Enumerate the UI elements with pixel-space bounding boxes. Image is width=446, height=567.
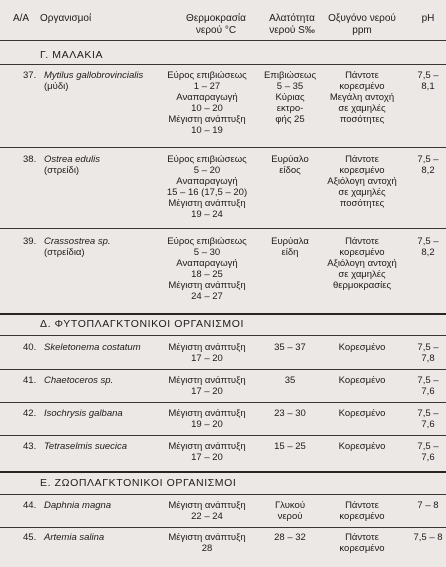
ph-value: 7,5 – 8,2	[417, 236, 439, 258]
oxygen-cell	[318, 500, 406, 522]
temperature-cell	[158, 236, 256, 302]
header-aa: Α/Α	[12, 13, 30, 24]
organism-cell	[44, 154, 152, 176]
salinity-line: Επιβιώσεως	[263, 70, 317, 81]
salinity-cell	[262, 441, 318, 452]
section-title: Ε. ΖΩΟΠΛΑΓΚΤΟΝΙΚΟΙ ΟΡΓΑΝΙΣΜΟΙ	[40, 477, 237, 489]
header-temperature	[168, 13, 264, 37]
oxygen-line: κορεσμένο	[339, 247, 385, 258]
organism-common-name: (στρείδι)	[44, 165, 80, 176]
row-rule	[0, 527, 446, 528]
salinity-line: 15 – 25	[274, 441, 306, 452]
oxygen-line: ποσότητες	[339, 114, 385, 125]
temperature-line: 5 – 30	[193, 247, 221, 258]
temperature-line: Μέγιστη ανάπτυξη	[168, 500, 246, 511]
header-salinity	[262, 13, 322, 37]
ph-value: 7,5 – 7,6	[417, 375, 439, 397]
row-number: 37.	[23, 70, 37, 81]
oxygen-line: Πάντοτε	[345, 154, 379, 165]
header-organisms: Οργανισμοί	[40, 13, 92, 24]
salinity-line: 28 – 32	[274, 532, 306, 543]
header-oxygen-line1: Οξυγόνο νερού	[328, 13, 396, 24]
temperature-line: Μέγιστη ανάπτυξη	[168, 375, 246, 386]
temperature-line: 10 – 19	[191, 125, 223, 136]
oxygen-line: Αξιόλογη αντοχή	[327, 176, 397, 187]
salinity-cell	[262, 154, 318, 176]
temperature-line: 19 – 20	[191, 419, 223, 430]
temperature-line: Αναπαραγωγή	[176, 176, 238, 187]
oxygen-cell	[318, 441, 406, 452]
header-temperature-line1: Θερμοκρασία	[186, 13, 246, 24]
salinity-line: 5 – 35	[276, 81, 304, 92]
oxygen-line: κορεσμένο	[339, 165, 385, 176]
section-title: Δ. ΦΥΤΟΠΛΑΓΚΤΟΝΙΚΟΙ ΟΡΓΑΝΙΣΜΟΙ	[40, 318, 245, 330]
ph-value: 7,5 – 7,8	[417, 342, 439, 364]
temperature-cell	[158, 375, 256, 397]
temperature-cell	[158, 154, 256, 220]
organism-latin-name: Crassostrea sp.	[44, 236, 111, 247]
header-salinity-line2: νερού S‰	[269, 25, 315, 36]
oxygen-line: Πάντοτε	[345, 70, 379, 81]
salinity-line: 23 – 30	[274, 408, 306, 419]
salinity-cell	[262, 342, 318, 353]
temperature-line: Εύρος επιβιώσεως	[167, 154, 247, 165]
header-temperature-line2: νερού °C	[195, 25, 237, 36]
temperature-line: 5 – 20	[193, 165, 221, 176]
oxygen-line: Κορεσμένο	[338, 375, 386, 386]
oxygen-line: Πάντοτε	[345, 532, 379, 543]
salinity-cell	[262, 532, 318, 543]
row-number: 38.	[23, 154, 37, 165]
organism-latin-name: Daphnia magna	[44, 500, 112, 511]
ph-value: 7,5 – 8	[413, 532, 443, 543]
temperature-line: 17 – 20	[191, 452, 223, 463]
organism-cell	[44, 342, 152, 353]
header-oxygen	[320, 13, 404, 37]
temperature-line: Μέγιστη ανάπτυξη	[168, 342, 246, 353]
temperature-cell	[158, 441, 256, 463]
oxygen-line: Πάντοτε	[345, 500, 379, 511]
oxygen-cell	[318, 236, 406, 291]
salinity-cell	[262, 375, 318, 386]
temperature-line: Μέγιστη ανάπτυξη	[168, 114, 246, 125]
section-end-rule	[0, 313, 446, 315]
row-number: 43.	[23, 441, 37, 452]
row-rule	[0, 402, 446, 403]
salinity-line: Γλυκού νερού	[274, 500, 306, 522]
temperature-cell	[158, 342, 256, 364]
organism-common-name: (μύδι)	[44, 81, 69, 92]
oxygen-line: σε χαμηλές	[338, 187, 386, 198]
ph-value: 7,5 – 7,6	[417, 441, 439, 463]
ph-value: 7,5 – 8,1	[417, 70, 439, 92]
header-ph: pH	[421, 13, 435, 24]
temperature-line: 10 – 20	[191, 103, 223, 114]
organism-latin-name: Artemia salina	[44, 532, 105, 543]
row-rule	[0, 369, 446, 370]
organism-latin-name: Ostrea edulis	[44, 154, 100, 165]
temperature-cell	[158, 500, 256, 522]
oxygen-line: Κορεσμένο	[338, 408, 386, 419]
ph-value: 7 – 8	[417, 500, 439, 511]
temperature-line: 28	[201, 543, 213, 554]
oxygen-line: κορεσμένο	[339, 81, 385, 92]
organism-latin-name: Skeletonema costatum	[44, 342, 141, 353]
salinity-line: 35	[284, 375, 296, 386]
temperature-line: Μέγιστη ανάπτυξη	[168, 408, 246, 419]
organism-latin-name: Chaetoceros sp.	[44, 375, 114, 386]
header-rule	[0, 40, 446, 41]
organism-latin-name: Tetraselmis suecica	[44, 441, 128, 452]
oxygen-cell	[318, 154, 406, 209]
temperature-line: 1 – 27	[193, 81, 221, 92]
temperature-line: Αναπαραγωγή	[176, 92, 238, 103]
oxygen-line: σε χαμηλές	[338, 269, 386, 280]
salinity-cell	[262, 70, 318, 125]
temperature-line: Εύρος επιβιώσεως	[167, 236, 247, 247]
salinity-cell	[262, 408, 318, 419]
ph-value: 7,5 – 8,2	[417, 154, 439, 176]
temperature-cell	[158, 532, 256, 554]
row-number: 42.	[23, 408, 37, 419]
organism-cell	[44, 408, 152, 419]
section-title: Γ. ΜΑΛΑΚΙΑ	[40, 49, 104, 61]
salinity-line: Ευρύαλα είδη	[271, 236, 309, 258]
salinity-line: 35 – 37	[274, 342, 306, 353]
oxygen-line: Κορεσμένο	[338, 441, 386, 452]
organism-common-name: (στρείδια)	[44, 247, 85, 258]
organism-cell	[44, 236, 152, 258]
temperature-cell	[158, 408, 256, 430]
oxygen-line: κορεσμένο	[339, 511, 385, 522]
row-number: 39.	[23, 236, 37, 247]
temperature-line: 24 – 27	[191, 291, 223, 302]
section-rule	[0, 64, 446, 65]
temperature-line: 17 – 20	[191, 353, 223, 364]
oxygen-line: Κορεσμένο	[338, 342, 386, 353]
oxygen-cell	[318, 70, 406, 125]
temperature-line: 22 – 24	[191, 511, 223, 522]
row-rule	[0, 435, 446, 436]
salinity-line: Ευρύαλο είδος	[271, 154, 309, 176]
row-number: 45.	[23, 532, 37, 543]
header-salinity-line1: Αλατότητα	[269, 13, 315, 24]
ph-value: 7,5 – 7,6	[417, 408, 439, 430]
temperature-cell	[158, 70, 256, 136]
organism-cell	[44, 70, 152, 92]
temperature-line: Εύρος επιβιώσεως	[167, 70, 247, 81]
temperature-line: Μέγιστη ανάπτυξη	[168, 198, 246, 209]
organism-latin-name: Isochrysis galbana	[44, 408, 123, 419]
header-oxygen-line2: ppm	[352, 25, 372, 36]
temperature-line: Μέγιστη ανάπτυξη	[168, 280, 246, 291]
oxygen-line: θερμοκρασίες	[332, 280, 392, 291]
temperature-line: Αναπαραγωγή	[176, 258, 238, 269]
oxygen-cell	[318, 375, 406, 386]
temperature-line: 19 – 24	[191, 209, 223, 220]
row-number: 40.	[23, 342, 37, 353]
temperature-line: Μέγιστη ανάπτυξη	[168, 441, 246, 452]
oxygen-cell	[318, 532, 406, 554]
oxygen-line: Αξιόλογη αντοχή	[327, 258, 397, 269]
row-number: 41.	[23, 375, 37, 386]
row-rule	[0, 147, 446, 148]
oxygen-cell	[318, 342, 406, 353]
salinity-line: Κύριας εκτρο-	[275, 92, 305, 114]
temperature-line: 18 – 25	[191, 269, 223, 280]
oxygen-cell	[318, 408, 406, 419]
section-rule	[0, 335, 446, 336]
temperature-line: 15 – 16 (17,5 – 20)	[166, 187, 248, 198]
oxygen-line: ποσότητες	[339, 198, 385, 209]
organism-latin-name: Mytilus gallobrovincialis	[44, 70, 144, 81]
oxygen-line: Πάντοτε	[345, 236, 379, 247]
section-rule	[0, 494, 446, 495]
salinity-line: φής 25	[275, 114, 305, 125]
temperature-line: Μέγιστη ανάπτυξη	[168, 532, 246, 543]
organism-cell	[44, 500, 152, 511]
temperature-line: 17 – 20	[191, 386, 223, 397]
organism-cell	[44, 441, 152, 452]
section-end-rule	[0, 471, 446, 473]
row-number: 44.	[23, 500, 37, 511]
organism-cell	[44, 375, 152, 386]
oxygen-line: κορεσμένο	[339, 543, 385, 554]
salinity-cell	[262, 500, 318, 522]
row-rule	[0, 228, 446, 229]
salinity-cell	[262, 236, 318, 258]
oxygen-line: σε χαμηλές	[338, 103, 386, 114]
oxygen-line: Μεγάλη αντοχή	[329, 92, 395, 103]
organism-cell	[44, 532, 152, 543]
